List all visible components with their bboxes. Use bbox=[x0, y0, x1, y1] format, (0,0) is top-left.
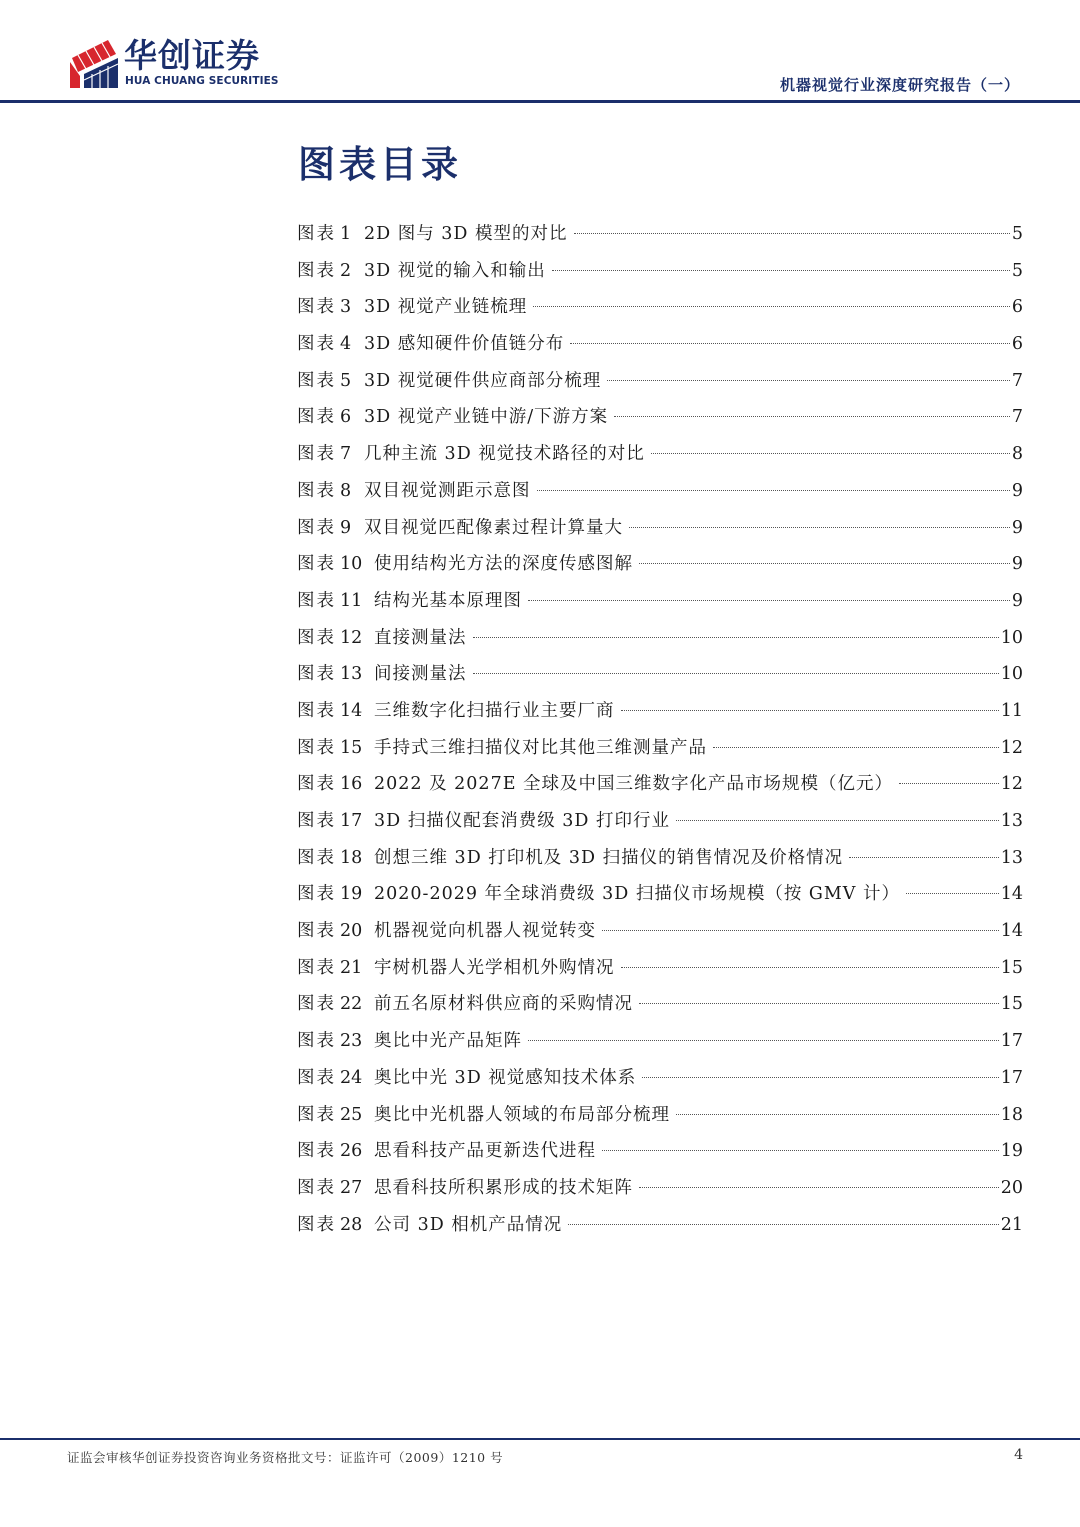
toc-entry-label: 图表 bbox=[297, 1104, 336, 1125]
toc-entry-label: 图表 bbox=[297, 627, 336, 648]
toc-entry-label: 图表 bbox=[297, 260, 336, 281]
toc-entry[interactable] bbox=[297, 1173, 1023, 1210]
toc-entry-number: 18 bbox=[340, 847, 363, 868]
toc-entry-title: 双目视觉测距示意图 bbox=[364, 480, 531, 501]
toc-entry-title: 前五名原材料供应商的采购情况 bbox=[374, 994, 633, 1015]
toc-entry-label: 图表 bbox=[297, 480, 336, 501]
toc-entry-number: 19 bbox=[340, 884, 363, 905]
toc-dot-leader bbox=[570, 343, 1010, 344]
toc-entry-page: 20 bbox=[1000, 1177, 1023, 1198]
page-header bbox=[0, 0, 1080, 106]
toc-entry-page: 9 bbox=[1011, 517, 1023, 538]
toc-entry-number: 12 bbox=[340, 627, 363, 648]
toc-entry-number: 25 bbox=[340, 1104, 363, 1125]
toc-dot-leader bbox=[849, 857, 999, 858]
toc-entry-number: 26 bbox=[340, 1141, 363, 1162]
toc-entry-title: 3D 感知硬件价值链分布 bbox=[364, 334, 565, 355]
toc-entry-title: 双目视觉匹配像素过程计算量大 bbox=[364, 517, 623, 538]
toc-entry-page: 5 bbox=[1011, 224, 1023, 244]
toc-entry-title: 3D 视觉产业链梳理 bbox=[364, 297, 528, 318]
toc-entry-number: 11 bbox=[340, 590, 363, 611]
toc-entry-label: 图表 bbox=[297, 847, 336, 868]
toc-entry-page: 11 bbox=[1000, 700, 1023, 721]
logo-name-en: HUA CHUANG SECURITIES bbox=[125, 75, 279, 87]
toc-entry-number: 2 bbox=[340, 260, 352, 281]
toc-dot-leader bbox=[537, 490, 1010, 491]
toc-entry-label: 图表 bbox=[297, 590, 336, 611]
toc-entry-number: 6 bbox=[340, 407, 352, 428]
toc-entry-label: 图表 bbox=[297, 297, 336, 318]
toc-entry-number: 5 bbox=[340, 370, 352, 391]
toc-dot-leader bbox=[899, 783, 999, 784]
toc-dot-leader bbox=[602, 930, 999, 931]
toc-entry-title: 奥比中光产品矩阵 bbox=[374, 1031, 522, 1052]
toc-entry-title: 间接测量法 bbox=[374, 664, 467, 685]
logo-mark-icon bbox=[68, 38, 120, 88]
toc-entry-label: 图表 bbox=[297, 554, 336, 575]
toc-entry[interactable] bbox=[297, 1136, 1023, 1173]
toc-entry[interactable] bbox=[297, 586, 1023, 623]
toc-entry-number: 23 bbox=[340, 1031, 363, 1052]
toc-entry-label: 图表 bbox=[297, 994, 336, 1015]
toc-dot-leader bbox=[473, 673, 999, 674]
toc-dot-leader bbox=[607, 380, 1010, 381]
toc-entry-title: 几种主流 3D 视觉技术路径的对比 bbox=[364, 444, 645, 465]
toc-entry-label: 图表 bbox=[297, 224, 336, 244]
toc-entry-title: 思看科技产品更新迭代进程 bbox=[374, 1141, 596, 1162]
toc-dot-leader bbox=[528, 600, 1010, 601]
toc-entry-title: 2022 及 2027E 全球及中国三维数字化产品市场规模（亿元） bbox=[374, 774, 894, 795]
toc-entry-page: 13 bbox=[1000, 811, 1023, 831]
toc-entry-number: 24 bbox=[340, 1067, 363, 1088]
toc-entry-page: 12 bbox=[1000, 737, 1023, 758]
toc-entry-title: 公司 3D 相机产品情况 bbox=[374, 1214, 563, 1235]
toc-entry-number: 3 bbox=[340, 297, 352, 318]
toc-entry[interactable] bbox=[297, 1026, 1023, 1063]
toc-entry-title: 创想三维 3D 打印机及 3D 扫描仪的销售情况及价格情况 bbox=[374, 847, 844, 868]
figure-list bbox=[297, 219, 1023, 1246]
toc-entry-label: 图表 bbox=[297, 517, 336, 538]
toc-dot-leader bbox=[639, 1187, 999, 1188]
toc-entry-number: 27 bbox=[340, 1177, 363, 1198]
toc-entry-number: 28 bbox=[340, 1214, 363, 1235]
toc-entry-title: 2D 图与 3D 模型的对比 bbox=[364, 224, 568, 244]
toc-entry-label: 图表 bbox=[297, 1067, 336, 1088]
toc-dot-leader bbox=[473, 637, 999, 638]
toc-entry-label: 图表 bbox=[297, 664, 336, 685]
toc-dot-leader bbox=[676, 1114, 999, 1115]
toc-entry-label: 图表 bbox=[297, 370, 336, 391]
toc-entry-number: 15 bbox=[340, 737, 363, 758]
toc-entry[interactable] bbox=[297, 1100, 1023, 1137]
toc-entry-number: 21 bbox=[340, 957, 363, 978]
toc-entry-title: 机器视觉向机器人视觉转变 bbox=[374, 921, 596, 942]
report-title: 机器视觉行业深度研究报告（一） bbox=[779, 76, 1020, 94]
toc-entry-title: 3D 扫描仪配套消费级 3D 打印行业 bbox=[374, 811, 671, 831]
toc-entry-page: 7 bbox=[1011, 407, 1023, 428]
toc-entry-number: 14 bbox=[340, 700, 363, 721]
toc-entry-title: 奥比中光 3D 视觉感知技术体系 bbox=[374, 1067, 637, 1088]
toc-entry-label: 图表 bbox=[297, 957, 336, 978]
footer-divider bbox=[0, 1438, 1080, 1440]
toc-entry-page: 13 bbox=[1000, 847, 1023, 868]
toc-dot-leader bbox=[642, 1077, 998, 1078]
toc-entry-number: 1 bbox=[340, 224, 352, 244]
toc-entry-number: 8 bbox=[340, 480, 352, 501]
company-logo bbox=[68, 36, 288, 92]
toc-entry[interactable] bbox=[297, 513, 1023, 550]
toc-entry-page: 9 bbox=[1011, 480, 1023, 501]
toc-entry-label: 图表 bbox=[297, 921, 336, 942]
toc-entry-page: 21 bbox=[1000, 1214, 1023, 1235]
toc-dot-leader bbox=[906, 893, 999, 894]
toc-dot-leader bbox=[621, 710, 999, 711]
toc-entry[interactable] bbox=[297, 476, 1023, 513]
toc-entry-label: 图表 bbox=[297, 884, 336, 905]
toc-entry-page: 19 bbox=[1000, 1141, 1023, 1162]
toc-entry[interactable] bbox=[297, 623, 1023, 660]
toc-entry-page: 10 bbox=[1000, 627, 1023, 648]
logo-name-cn: 华创证券 bbox=[124, 36, 260, 75]
toc-entry[interactable] bbox=[297, 989, 1023, 1026]
toc-entry-number: 4 bbox=[340, 334, 352, 355]
toc-dot-leader bbox=[676, 820, 999, 821]
toc-entry-page: 17 bbox=[1000, 1067, 1023, 1088]
toc-entry-page: 15 bbox=[1000, 957, 1023, 978]
toc-entry-title: 使用结构光方法的深度传感图解 bbox=[374, 554, 633, 575]
footer-license: 证监会审核华创证券投资咨询业务资格批文号：证监许可（2009）1210 号 bbox=[67, 1450, 504, 1465]
toc-entry-page: 12 bbox=[1000, 774, 1023, 795]
toc-entry[interactable] bbox=[297, 733, 1023, 770]
toc-entry[interactable] bbox=[297, 769, 1023, 806]
toc-entry-title: 奥比中光机器人领域的布局部分梳理 bbox=[374, 1104, 670, 1125]
toc-dot-leader bbox=[614, 416, 1010, 417]
toc-entry[interactable] bbox=[297, 659, 1023, 696]
toc-entry-title: 结构光基本原理图 bbox=[374, 590, 522, 611]
toc-entry-title: 思看科技所积累形成的技术矩阵 bbox=[374, 1177, 633, 1198]
toc-entry-page: 9 bbox=[1011, 554, 1023, 575]
toc-entry[interactable] bbox=[297, 219, 1023, 256]
toc-entry[interactable] bbox=[297, 806, 1023, 843]
toc-dot-leader bbox=[629, 527, 1010, 528]
toc-entry-title: 3D 视觉的输入和输出 bbox=[364, 260, 546, 281]
toc-dot-leader bbox=[533, 306, 1010, 307]
toc-entry-page: 15 bbox=[1000, 994, 1023, 1015]
toc-entry-page: 9 bbox=[1011, 590, 1023, 611]
toc-entry-label: 图表 bbox=[297, 774, 336, 795]
toc-dot-leader bbox=[568, 1224, 998, 1225]
toc-entry[interactable] bbox=[297, 439, 1023, 476]
toc-entry-title: 宇树机器人光学相机外购情况 bbox=[374, 957, 615, 978]
toc-entry-page: 8 bbox=[1011, 444, 1023, 465]
toc-entry[interactable] bbox=[297, 916, 1023, 953]
toc-entry-page: 14 bbox=[1000, 921, 1023, 942]
toc-dot-leader bbox=[639, 563, 1010, 564]
toc-entry-title: 3D 视觉产业链中游/下游方案 bbox=[364, 407, 609, 428]
toc-entry-label: 图表 bbox=[297, 334, 336, 355]
toc-entry-number: 16 bbox=[340, 774, 363, 795]
toc-entry[interactable] bbox=[297, 696, 1023, 733]
toc-entry-number: 9 bbox=[340, 517, 352, 538]
toc-entry-page: 6 bbox=[1011, 297, 1023, 318]
toc-entry-number: 10 bbox=[340, 554, 363, 575]
toc-entry-label: 图表 bbox=[297, 811, 336, 831]
toc-dot-leader bbox=[574, 233, 1010, 234]
toc-dot-leader bbox=[713, 747, 999, 748]
toc-title: 图表目录 bbox=[298, 142, 462, 186]
toc-dot-leader bbox=[552, 270, 1010, 271]
toc-dot-leader bbox=[639, 1003, 999, 1004]
toc-entry[interactable] bbox=[297, 329, 1023, 366]
header-divider bbox=[0, 100, 1080, 103]
toc-entry[interactable] bbox=[297, 549, 1023, 586]
toc-entry-page: 6 bbox=[1011, 334, 1023, 355]
toc-entry-page: 17 bbox=[1000, 1031, 1023, 1052]
toc-entry[interactable] bbox=[297, 1210, 1023, 1247]
toc-entry[interactable] bbox=[297, 256, 1023, 293]
toc-entry-label: 图表 bbox=[297, 737, 336, 758]
toc-entry-number: 20 bbox=[340, 921, 363, 942]
toc-dot-leader bbox=[621, 967, 999, 968]
toc-entry[interactable] bbox=[297, 953, 1023, 990]
toc-entry-label: 图表 bbox=[297, 1214, 336, 1235]
toc-entry-number: 17 bbox=[340, 811, 363, 831]
toc-entry-page: 18 bbox=[1000, 1104, 1023, 1125]
toc-entry[interactable] bbox=[297, 402, 1023, 439]
toc-entry-label: 图表 bbox=[297, 444, 336, 465]
toc-entry-number: 22 bbox=[340, 994, 363, 1015]
toc-entry-title: 三维数字化扫描行业主要厂商 bbox=[374, 700, 615, 721]
toc-entry-label: 图表 bbox=[297, 407, 336, 428]
toc-entry[interactable] bbox=[297, 366, 1023, 403]
toc-entry-label: 图表 bbox=[297, 700, 336, 721]
toc-entry-label: 图表 bbox=[297, 1031, 336, 1052]
toc-dot-leader bbox=[602, 1150, 999, 1151]
toc-entry-title: 直接测量法 bbox=[374, 627, 467, 648]
toc-entry-page: 7 bbox=[1011, 370, 1023, 391]
toc-entry-page: 14 bbox=[1000, 884, 1023, 905]
toc-entry-label: 图表 bbox=[297, 1177, 336, 1198]
toc-entry[interactable] bbox=[297, 843, 1023, 880]
toc-entry-number: 7 bbox=[340, 444, 352, 465]
toc-entry[interactable] bbox=[297, 292, 1023, 329]
toc-entry-label: 图表 bbox=[297, 1141, 336, 1162]
toc-entry-page: 10 bbox=[1000, 664, 1023, 685]
toc-entry-title: 3D 视觉硬件供应商部分梳理 bbox=[364, 370, 602, 391]
toc-entry[interactable] bbox=[297, 1063, 1023, 1100]
toc-entry[interactable] bbox=[297, 879, 1023, 916]
toc-entry-title: 2020-2029 年全球消费级 3D 扫描仪市场规模（按 GMV 计） bbox=[374, 884, 900, 905]
toc-entry-page: 5 bbox=[1011, 260, 1023, 281]
toc-dot-leader bbox=[651, 453, 1010, 454]
toc-entry-title: 手持式三维扫描仪对比其他三维测量产品 bbox=[374, 737, 707, 758]
page-number: 4 bbox=[1014, 1447, 1023, 1463]
toc-dot-leader bbox=[528, 1040, 999, 1041]
toc-entry-number: 13 bbox=[340, 664, 363, 685]
